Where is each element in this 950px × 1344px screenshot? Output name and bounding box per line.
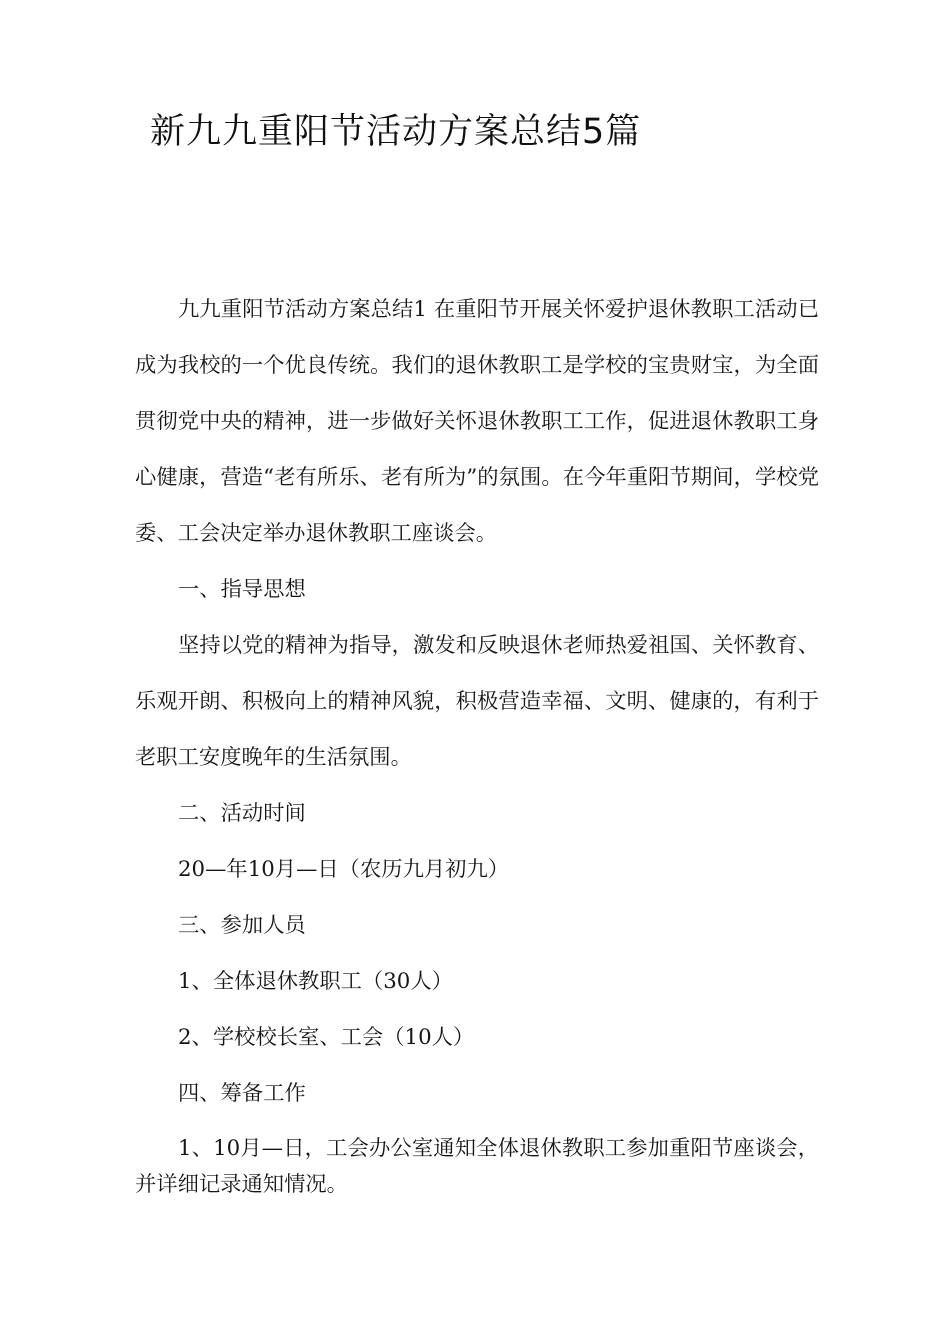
paragraph-guiding-ideology: 坚持以党的精神为指导，激发和反映退休老师热爱祖国、关怀教育、乐观开朗、积极向上的精神风貌，积极营造幸福、文明、健康的，有利于老职工安度晚年的生活氛围。: [135, 633, 819, 770]
document-body: [135, 282, 819, 1122]
list-item-preparation-1: 1、10月—日，工会办公室通知全体退休教职工参加重阳节座谈会，并详细记录通知情况。: [135, 1136, 819, 1197]
list-item-participants-2: 2、学校校长室、工会（10人）: [178, 1025, 475, 1050]
list-item-participants-1: 1、全体退休教职工（30人）: [178, 969, 453, 994]
heading-activity-time: 二、活动时间: [178, 801, 306, 826]
document-title: 新九九重阳节活动方案总结5篇: [150, 112, 642, 152]
document-body-continued: [135, 1131, 819, 1203]
heading-guiding-ideology: 一、指导思想: [178, 577, 306, 602]
heading-preparation: 四、筹备工作: [178, 1081, 306, 1106]
heading-participants: 三、参加人员: [178, 913, 306, 938]
paragraph-intro: 九九重阳节活动方案总结1 在重阳节开展关怀爱护退休教职工活动已成为我校的一个优良传统。我们的退休教职工是学校的宝贵财宝，为全面贯彻党中央的精神，进一步做好关怀退休教职工工作，促进退休教职工身心健康，营造“老有所乐、老有所为”的氛围。在今年重阳节期间，学校党委、工会决定举办退休教职工座谈会。: [135, 297, 819, 546]
paragraph-activity-time: 20—年10月—日（农历九月初九）: [178, 857, 510, 882]
